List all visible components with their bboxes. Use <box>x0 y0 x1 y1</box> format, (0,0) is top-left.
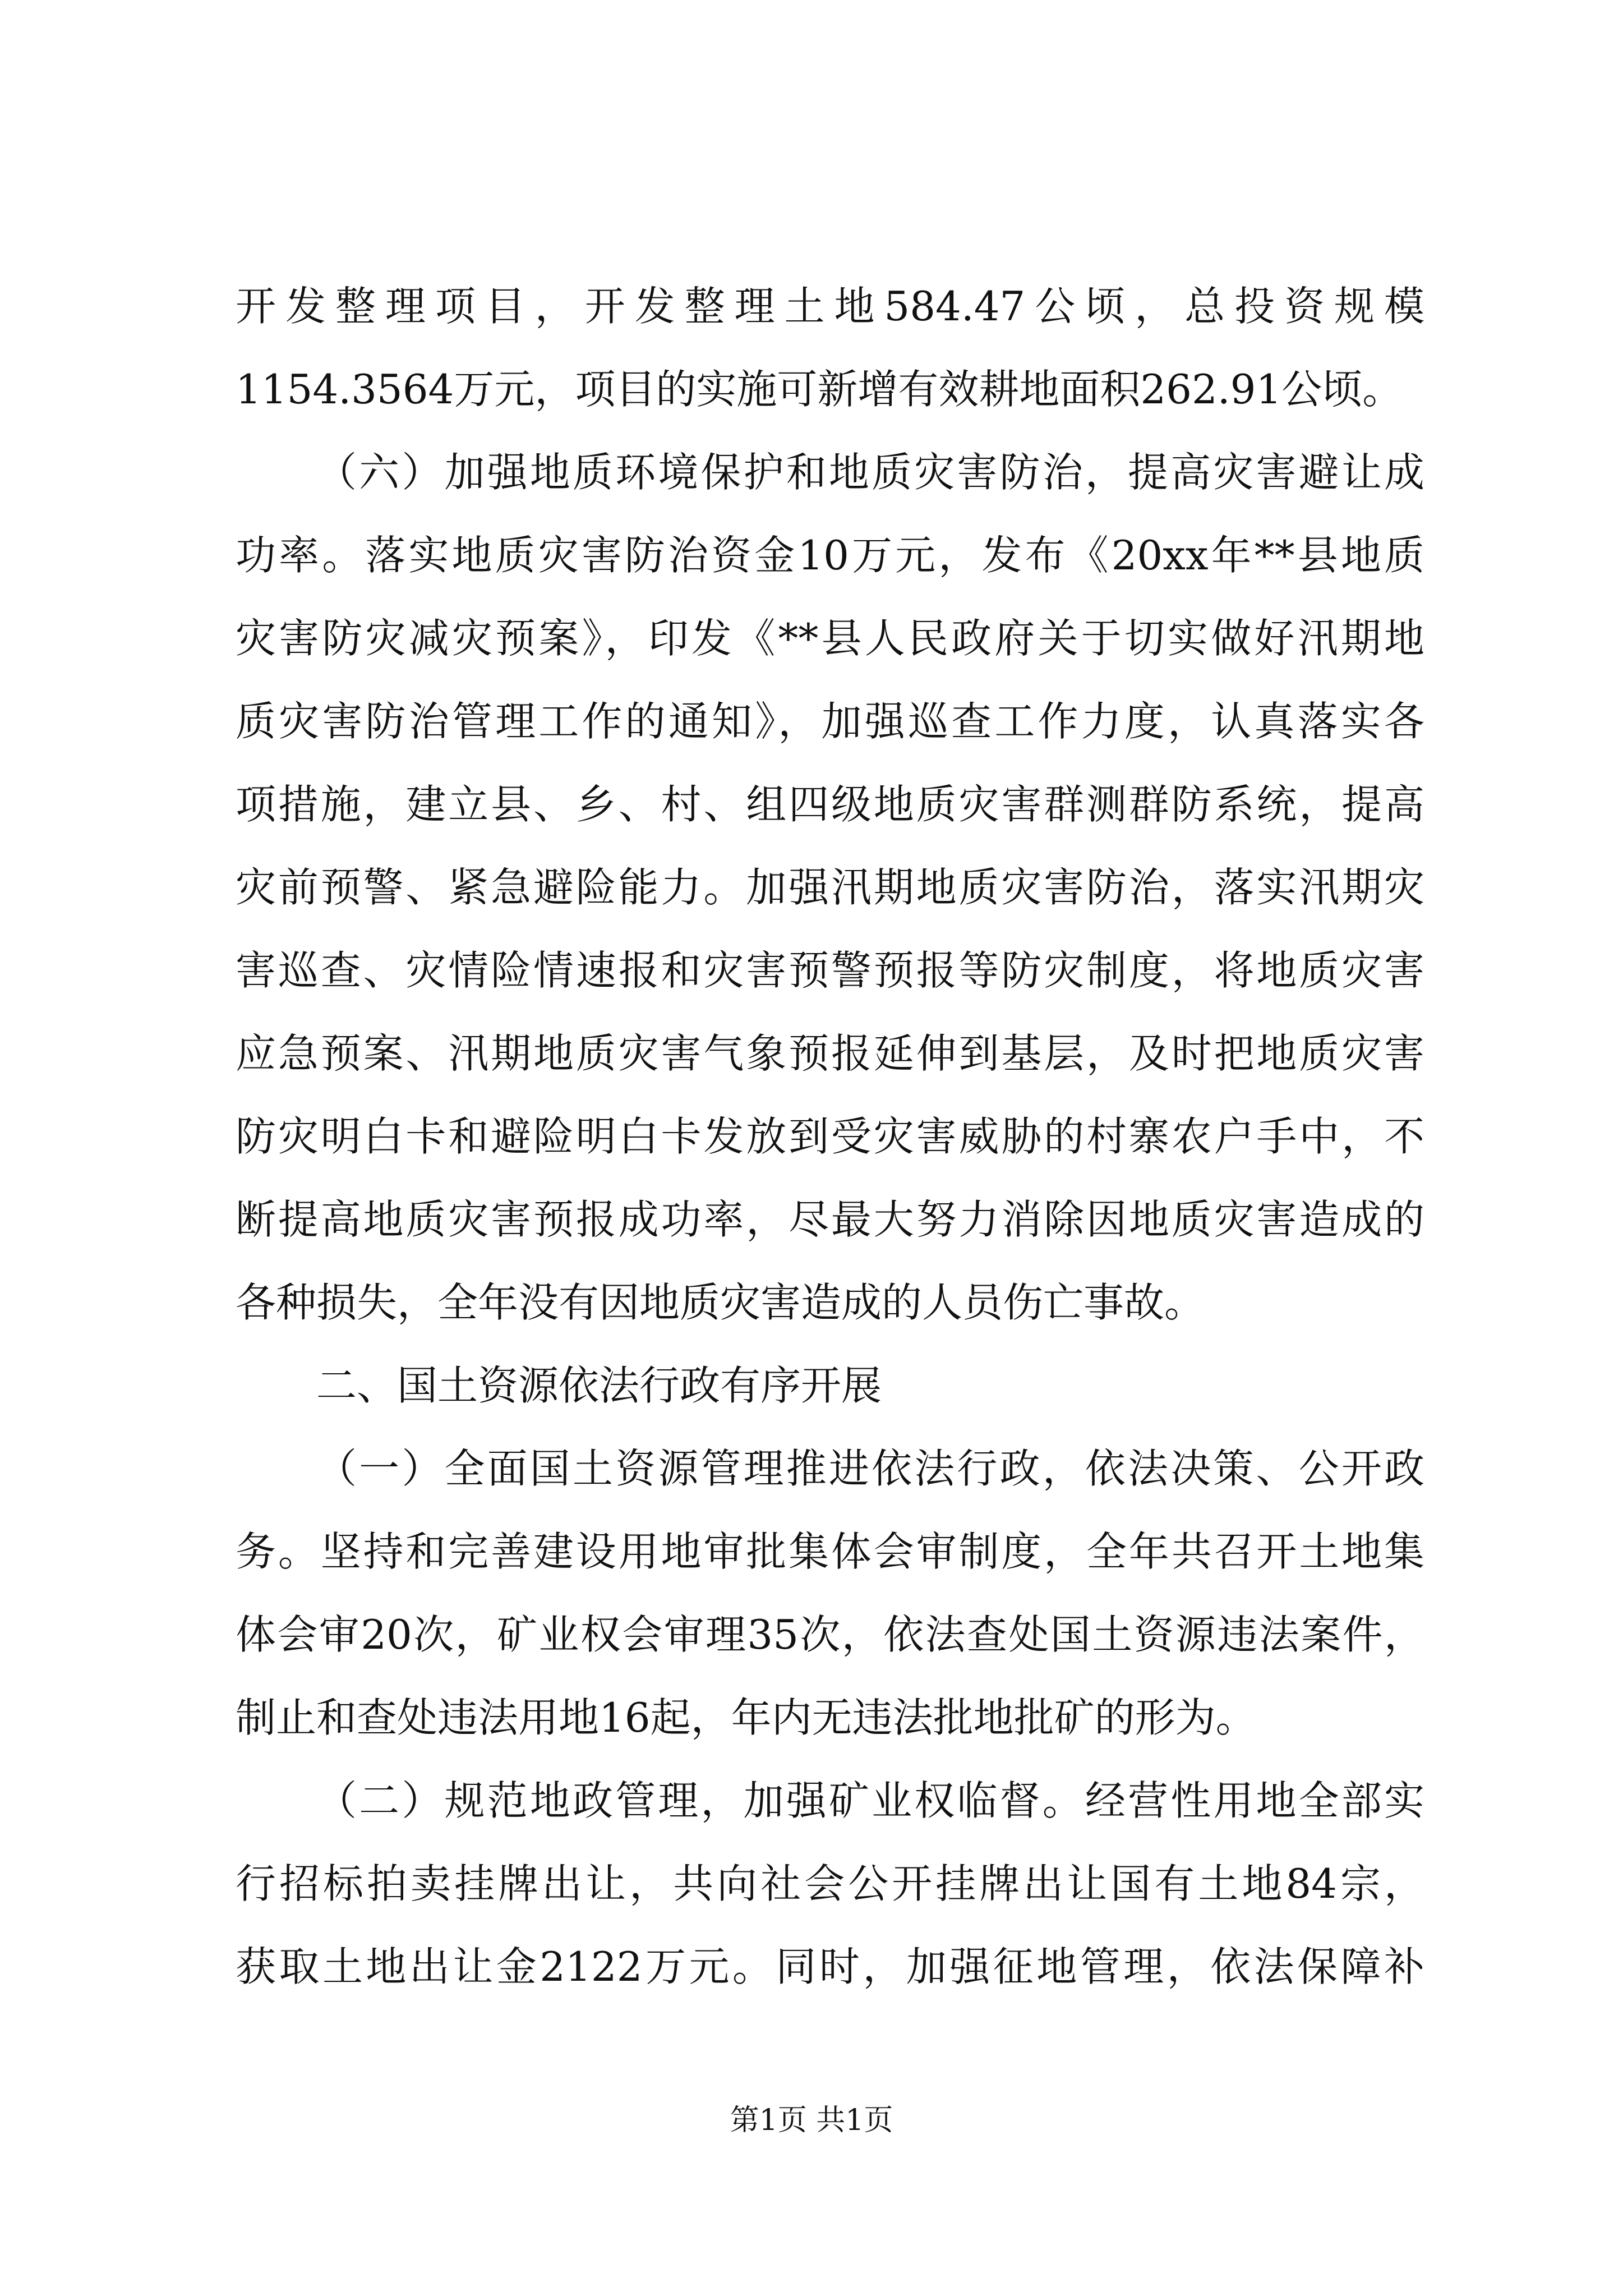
body-line: 灾前预警、紧急避险能力。加强汛期地质灾害防治，落实汛期灾 <box>236 864 1424 911</box>
body-line: 行招标拍卖挂牌出让，共向社会公开挂牌出让国有土地84宗， <box>236 1860 1424 1907</box>
body-line: （六）加强地质环境保护和地质灾害防治，提高灾害避让成 <box>316 449 1424 496</box>
body-line: 项措施，建立县、乡、村、组四级地质灾害群测群防系统，提高 <box>236 781 1424 828</box>
section-heading: 二、国土资源依法行政有序开展 <box>316 1362 882 1409</box>
body-line: 开发整理项目，开发整理土地584.47公顷，总投资规模 <box>236 283 1424 330</box>
body-line: 各种损失，全年没有因地质灾害造成的人员伤亡事故。 <box>236 1279 1205 1326</box>
body-line: 制止和查处违法用地16起，年内无违法批地批矿的形为。 <box>236 1694 1256 1741</box>
body-line: 应急预案、汛期地质灾害气象预报延伸到基层，及时把地质灾害 <box>236 1030 1424 1077</box>
body-line: 断提高地质灾害预报成功率，尽最大努力消除因地质灾害造成的 <box>236 1196 1424 1243</box>
body-line: 功率。落实地质灾害防治资金10万元，发布《20xx年**县地质 <box>236 532 1424 579</box>
body-line: 1154.3564万元，项目的实施可新增有效耕地面积262.91公顷。 <box>236 366 1403 413</box>
page-footer: 第1页 共1页 <box>730 2104 893 2137</box>
body-line: 体会审20次，矿业权会审理35次，依法查处国土资源违法案件， <box>236 1611 1424 1658</box>
body-line: （二）规范地政管理，加强矿业权临督。经营性用地全部实 <box>316 1777 1424 1824</box>
body-line: 害巡查、灾情险情速报和灾害预警预报等防灾制度，将地质灾害 <box>236 947 1424 994</box>
body-line: 质灾害防治管理工作的通知》，加强巡查工作力度，认真落实各 <box>236 698 1424 745</box>
body-line: 防灾明白卡和避险明白卡发放到受灾害威胁的村寨农户手中，不 <box>236 1113 1424 1160</box>
body-line: 灾害防灾减灾预案》，印发《**县人民政府关于切实做好汛期地 <box>236 615 1424 662</box>
body-line: 务。坚持和完善建设用地审批集体会审制度，全年共召开土地集 <box>236 1528 1424 1575</box>
body-line: （一）全面国土资源管理推进依法行政，依法决策、公开政 <box>316 1445 1424 1492</box>
document-body <box>236 265 1424 2008</box>
body-line: 获取土地出让金2122万元。同时，加强征地管理，依法保障补 <box>236 1943 1424 1990</box>
